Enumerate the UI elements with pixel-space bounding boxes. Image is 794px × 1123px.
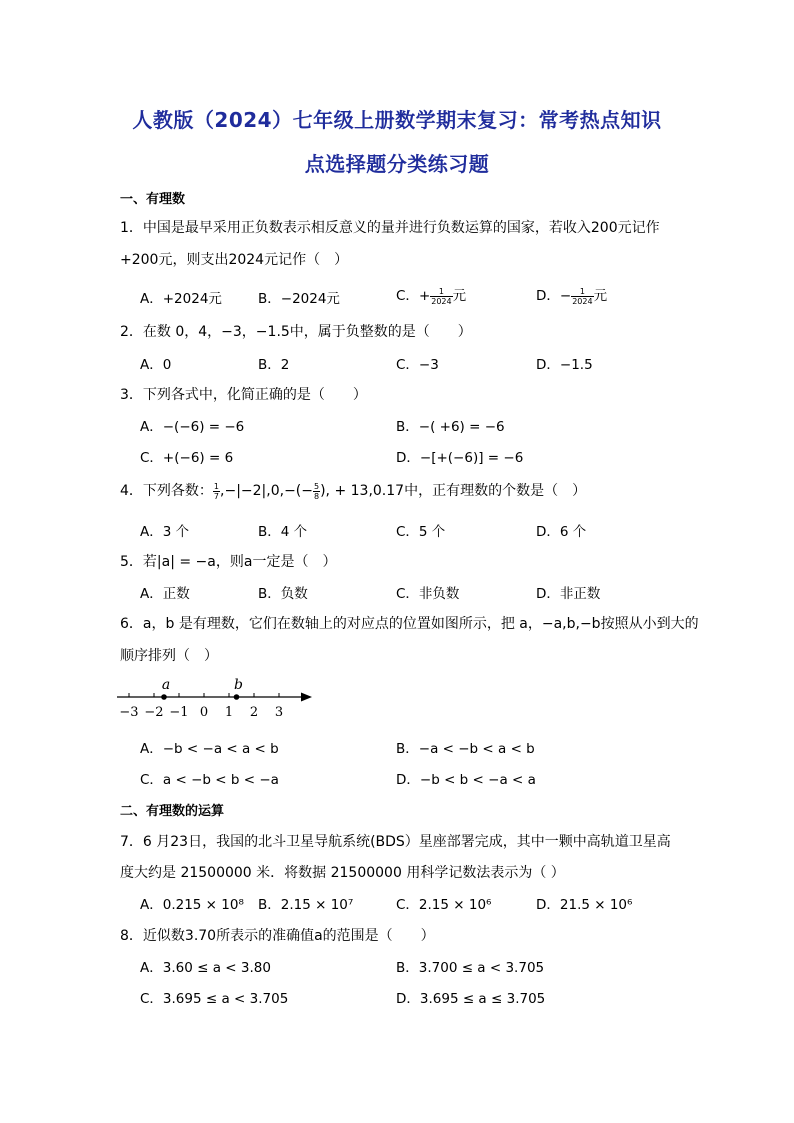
q7-option-a: A．0.215 × 10⁸ xyxy=(140,897,244,913)
q2-option-c: C．−3 xyxy=(396,357,439,373)
q4-option-c: C．5 个 xyxy=(396,524,446,540)
q1-d-denominator: 2024 xyxy=(572,296,593,306)
q1-option-b-text: −2024元 xyxy=(280,291,340,307)
q4-frac2-numerator: 5 xyxy=(314,481,320,491)
q1-stem-line-1: 1．中国是最早采用正负数表示相反意义的量并进行负数运算的国家，若收入200元记作 xyxy=(120,220,660,236)
q8-option-b: B．3.700 ≤ a < 3.705 xyxy=(396,960,545,976)
number-line-tick-label: −2 xyxy=(144,705,164,720)
q7-option-b: B．2.15 × 10⁷ xyxy=(258,897,354,913)
q7-stem-line-1: 7．6 月23日，我国的北斗卫星导航系统(BDS）星座部署完成，其中一颗中高轨道卫星高 xyxy=(120,834,671,850)
q7-option-c: C．2.15 × 10⁶ xyxy=(396,897,492,913)
q8-stem: 8．近似数3.70所表示的准确值a的范围是（ ） xyxy=(120,928,435,944)
q5-option-d: D．非正数 xyxy=(536,586,601,602)
q8-option-d: D．3.695 ≤ a ≤ 3.705 xyxy=(396,991,546,1007)
q3-option-d: D．−[+(−6)] = −6 xyxy=(396,450,524,466)
title-line-2: 点选择题分类练习题 xyxy=(304,152,490,176)
number-line-tick-label: −3 xyxy=(119,705,139,720)
number-line-arrow xyxy=(301,693,312,702)
section-heading-2: 二、有理数的运算 xyxy=(120,804,225,819)
q1-option-a xyxy=(140,287,222,307)
point-b-label: b xyxy=(234,677,243,693)
number-line-tick-label: 0 xyxy=(199,705,209,720)
q4-stem-start: 4．下列各数： xyxy=(120,483,213,499)
number-line-tick-label: 1 xyxy=(224,705,234,720)
q2-option-d: D．−1.5 xyxy=(536,357,593,373)
q6-stem-line-1: 6．a，b 是有理数，它们在数轴上的对应点的位置如图所示，把 a，−a,b,−b按照从小到大的 xyxy=(120,616,699,632)
q4-stem xyxy=(120,480,586,501)
number-line-tick-label: −1 xyxy=(169,705,189,720)
section-heading-1: 一、有理数 xyxy=(120,192,186,207)
number-line-tick-label: 2 xyxy=(249,705,259,720)
q4-frac1-numerator: 1 xyxy=(213,481,220,491)
q6-option-d: D．−b < b < −a < a xyxy=(396,772,536,788)
q1-option-c-label: C． xyxy=(396,288,419,304)
point-b-dot xyxy=(234,694,240,700)
q1-option-d xyxy=(536,284,607,306)
q1-option-c xyxy=(396,284,466,306)
q8-option-c: C．3.695 ≤ a < 3.705 xyxy=(140,991,289,1007)
q1-option-b xyxy=(258,287,340,307)
point-a-label: a xyxy=(161,677,171,693)
q1-option-b-label: B． xyxy=(258,291,281,307)
q4-stem-end: ), + 13,0.17中，正有理数的个数是（ ） xyxy=(320,483,587,499)
q4-fraction-1 xyxy=(213,482,220,501)
q4-option-a: A．3 个 xyxy=(140,524,190,540)
q4-option-d: D．6 个 xyxy=(536,524,587,540)
number-line-tick-label: 3 xyxy=(274,705,284,720)
q1-option-c-fraction xyxy=(430,287,452,306)
q4-frac2-denominator: 8 xyxy=(314,491,320,501)
q1-option-a-text: +2024元 xyxy=(162,291,222,307)
q1-option-d-sign: − xyxy=(559,288,572,304)
q4-frac1-denominator: 7 xyxy=(213,491,220,501)
number-line-tick-labels xyxy=(119,705,283,720)
q1-option-d-fraction xyxy=(571,287,593,306)
q5-stem: 5．若|a| = −a，则a一定是（ ） xyxy=(120,554,337,570)
q1-c-denominator: 2024 xyxy=(431,296,452,306)
q6-option-a: A．−b < −a < a < b xyxy=(140,741,279,757)
q2-option-b: B．2 xyxy=(258,357,290,373)
q1-c-numerator: 1 xyxy=(430,287,452,297)
q3-option-c: C．+(−6) = 6 xyxy=(140,450,234,466)
q3-stem: 3．下列各式中，化简正确的是（ ） xyxy=(120,387,367,403)
q1-option-d-unit: 元 xyxy=(593,288,608,304)
q7-option-d: D．21.5 × 10⁶ xyxy=(536,897,633,913)
q1-option-c-unit: 元 xyxy=(452,288,467,304)
q1-option-c-sign: + xyxy=(418,288,431,304)
q6-option-b: B．−a < −b < a < b xyxy=(396,741,535,757)
title-line-1: 人教版（2024）七年级上册数学期末复习：常考热点知识 xyxy=(132,108,662,132)
q1-option-d-label: D． xyxy=(536,288,560,304)
q4-option-b: B．4 个 xyxy=(258,524,308,540)
q4-stem-mid: ,−|−2|,0,−(− xyxy=(220,483,313,499)
q1-option-a-label: A． xyxy=(140,291,163,307)
q7-stem-line-2: 度大约是 21500000 米．将数据 21500000 用科学记数法表示为（ ） xyxy=(120,865,565,881)
q5-option-c: C．非负数 xyxy=(396,586,460,602)
number-line-figure xyxy=(115,676,320,722)
q6-stem-line-2: 顺序排列（ ） xyxy=(120,648,218,664)
q3-option-b: B．−( +6) = −6 xyxy=(396,419,505,435)
q2-option-a: A．0 xyxy=(140,357,172,373)
point-a-dot xyxy=(161,694,167,700)
q2-stem: 2．在数 0，4，−3，−1.5中，属于负整数的是（ ） xyxy=(120,324,472,340)
q8-option-a: A．3.60 ≤ a < 3.80 xyxy=(140,960,271,976)
q5-option-a: A．正数 xyxy=(140,586,190,602)
q5-option-b: B．负数 xyxy=(258,586,308,602)
q1-stem-line-2: +200元，则支出2024元记作（ ） xyxy=(120,252,349,268)
q3-option-a: A．−(−6) = −6 xyxy=(140,419,245,435)
q6-option-c: C．a < −b < b < −a xyxy=(140,772,279,788)
q1-d-numerator: 1 xyxy=(571,287,593,297)
